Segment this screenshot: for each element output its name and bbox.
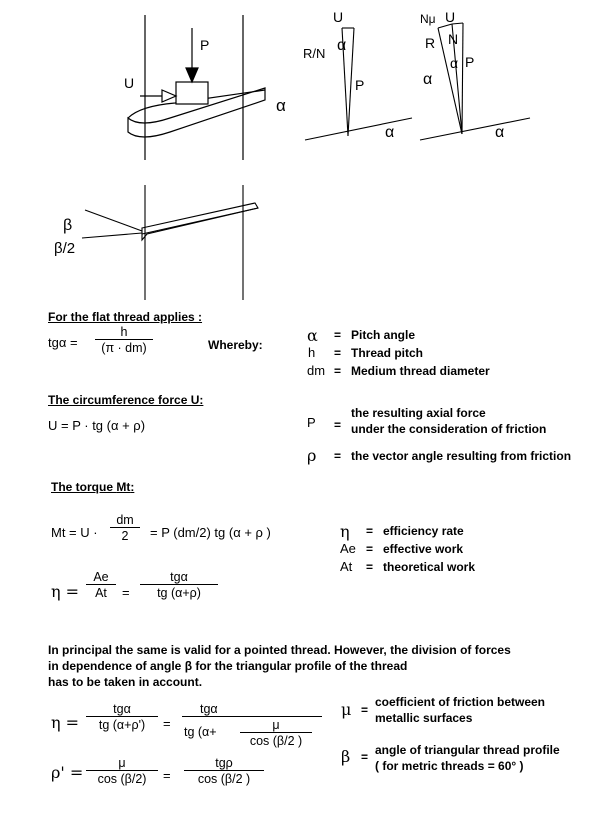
torque-rhs: = P (dm/2) tg (α + ρ ) — [150, 525, 271, 540]
beta-text-line1: angle of triangular thread profile — [375, 743, 560, 757]
screw-label-p: P — [200, 37, 210, 53]
rho-eq: = — [334, 449, 342, 463]
legend-ae-symbol: Ae — [340, 541, 356, 556]
tri2-label-alpha-left: α — [423, 71, 433, 88]
eta-fraction-tg: tgα tg (α+ρ) — [140, 570, 218, 600]
pointed-eta-equals: = — [163, 716, 171, 731]
tri1-label-rn: R/N — [303, 46, 326, 61]
tri2-label-alpha-mid: α — [450, 55, 459, 71]
eta-lhs: η = — [51, 582, 80, 601]
legend-h-eq: = — [334, 346, 342, 360]
torque-lhs: Mt = U · — [51, 525, 98, 540]
p-text-line2: under the consideration of friction — [351, 422, 547, 436]
rho-prime-fraction2: tgρ cos (β/2 ) — [184, 756, 264, 786]
tri1-label-p: P — [355, 77, 365, 93]
legend-at-symbol: At — [340, 559, 353, 574]
beta-symbol: β — [341, 747, 351, 766]
pointed-para-line2: in dependence of angle β for the triangular profile of the thread — [48, 659, 408, 673]
rho-text: the vector angle resulting from friction — [351, 449, 572, 463]
beta-eq: = — [361, 750, 369, 764]
circ-force-formula: U = P · tg (α + ρ) — [48, 418, 146, 433]
p-eq: = — [334, 418, 342, 432]
rho-prime-lhs: ρ' = — [51, 763, 84, 782]
tri1-label-alpha-base: α — [385, 124, 395, 141]
tri2-label-u: U — [445, 9, 456, 25]
tri2-label-r: R — [425, 35, 436, 51]
whereby-label: Whereby: — [208, 338, 263, 352]
mu-eq: = — [361, 703, 369, 717]
legend-eta-text: efficiency rate — [383, 524, 464, 538]
legend-dm-text: Medium thread diameter — [351, 364, 490, 378]
legend-ae-text: effective work — [383, 542, 464, 556]
legend-alpha-symbol: α — [307, 326, 318, 345]
thread-label-beta: β — [63, 217, 73, 234]
rho-symbol: ρ — [307, 446, 317, 465]
legend-alpha-eq: = — [334, 328, 342, 342]
legend-eta-eq: = — [366, 524, 374, 538]
pointed-para-line1: In principal the same is valid for a pointed thread. However, the division of forces — [48, 643, 511, 657]
legend-at-eq: = — [366, 560, 374, 574]
p-symbol: P — [307, 415, 316, 430]
tri1-label-alpha-top: α — [337, 37, 347, 54]
rho-prime-equals: = — [163, 768, 171, 783]
thread-label-beta-half: β/2 — [54, 240, 76, 257]
tri2-label-nmu: Nμ — [420, 12, 436, 26]
rho-prime-fraction1: $\frac{\mu}{\cos (\beta/2)}$ — [86, 756, 158, 786]
mu-text-line1: coefficient of friction between — [375, 695, 546, 709]
legend-ae-eq: = — [366, 542, 374, 556]
tri1-label-u: U — [333, 9, 344, 25]
beta-text-line2: ( for metric threads = 60° ) — [375, 759, 524, 773]
legend-h-symbol: h — [308, 345, 316, 360]
legend-eta-symbol: η — [340, 522, 350, 541]
flat-thread-lhs: tgα = — [48, 335, 78, 350]
legend-h-text: Thread pitch — [351, 346, 424, 360]
p-text-line1: the resulting axial force — [351, 406, 486, 420]
mu-text-line2: metallic surfaces — [375, 711, 473, 725]
pointed-para-line3: has to be taken in account. — [48, 675, 203, 689]
torque-heading: The torque Mt: — [51, 480, 135, 494]
pointed-eta-fraction1: tgα tg (α+ρ') — [86, 702, 158, 732]
tri2-label-p: P — [465, 54, 475, 70]
legend-dm-symbol: dm — [307, 363, 326, 378]
pointed-mu-fraction: $\frac{\mu}{\cos (\beta/2 )}$ — [240, 718, 312, 748]
flat-thread-heading: For the flat thread applies : — [48, 310, 203, 324]
pointed-eta-fraction2: tgα tg (α+ — [182, 702, 322, 739]
torque-fraction: $\frac{dm}{2}$ — [110, 513, 140, 543]
mu-symbol: μ — [341, 700, 352, 719]
tri2-label-n: N — [448, 31, 459, 47]
circ-force-heading: The circumference force U: — [48, 393, 204, 407]
pointed-eta-lhs: η = — [51, 713, 80, 732]
eta-fraction-work: $\frac{Ae}{At}$ — [86, 570, 116, 600]
tri2-label-alpha-base: α — [495, 124, 505, 141]
legend-dm-eq: = — [334, 364, 342, 378]
legend-alpha-text: Pitch angle — [351, 328, 416, 342]
legend-at-text: theoretical work — [383, 560, 476, 574]
flat-thread-fraction: $\frac{h}{(\pi \cdot dm)}$ — [95, 325, 153, 355]
eta-equals: = — [122, 585, 130, 600]
screw-diagram — [0, 0, 600, 300]
screw-label-alpha: α — [276, 96, 286, 115]
screw-label-u: U — [124, 75, 135, 91]
